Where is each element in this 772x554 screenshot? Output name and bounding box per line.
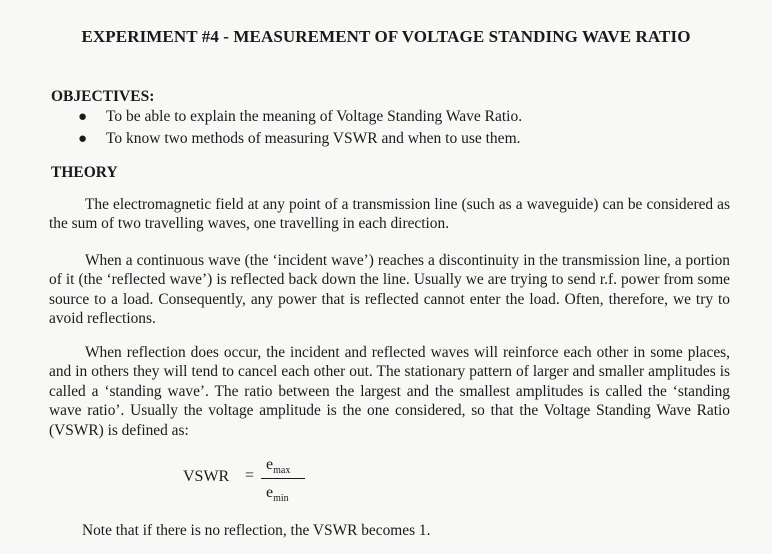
- paragraph-text: When reflection does occur, the incident and reflected waves will reinforce each other in some places, and in others they will tend to cancel each other out. The stationary pattern of larger and smaller amplitudes is called a ‘standing wave’. The ratio between the largest and the smallest amplitudes is called the ‘standing wave ratio’. Usually the voltage amplitude is the one considered, so that the Voltage Standing Wave Ratio (VSWR) is defined as:: [49, 344, 730, 439]
- formula-lhs: VSWR: [183, 468, 230, 485]
- numerator-base: e: [266, 456, 274, 473]
- theory-paragraph-3: [49, 343, 730, 440]
- note-text: Note that if there is no reflection, the VSWR becomes 1.: [82, 522, 431, 539]
- paragraph-text: When a continuous wave (the ‘incident wave’) reaches a discontinuity in the transmission line, a portion of it (the ‘reflected wave’) is reflected back down the line. Usually we are trying to send r.f. power from some source to a load. Consequently, any power that is reflected cannot enter the load. Often, therefore, we try to avoid reflections.: [49, 252, 730, 328]
- denominator-base: e: [266, 484, 274, 501]
- vswr-formula: [180, 453, 380, 513]
- denominator-subscript: min: [273, 493, 289, 505]
- formula-equals: =: [245, 467, 255, 484]
- theory-paragraph-1: [49, 195, 730, 234]
- numerator-subscript: max: [273, 465, 291, 477]
- fraction-bar: [261, 478, 305, 479]
- objective-text: To be able to explain the meaning of Voltage Standing Wave Ratio.: [106, 108, 523, 125]
- objective-text: To know two methods of measuring VSWR and when to use them.: [106, 130, 521, 147]
- objectives-list: [78, 106, 522, 150]
- list-item: [78, 106, 522, 128]
- theory-heading: THEORY: [51, 164, 118, 181]
- formula-denominator: [266, 484, 289, 504]
- paragraph-text: The electromagnetic field at any point of a transmission line (such as a waveguide) can be considered as the sum of two travelling waves, one travelling in each direction.: [49, 196, 730, 233]
- page-title: EXPERIMENT #4 - MEASUREMENT OF VOLTAGE STANDING WAVE RATIO: [81, 27, 691, 46]
- objectives-heading: OBJECTIVES:: [51, 88, 155, 105]
- bullet-icon: ●: [78, 131, 88, 147]
- formula-numerator: [266, 456, 290, 476]
- theory-paragraph-2: [49, 251, 730, 329]
- list-item: [78, 128, 522, 150]
- bullet-icon: ●: [78, 109, 88, 125]
